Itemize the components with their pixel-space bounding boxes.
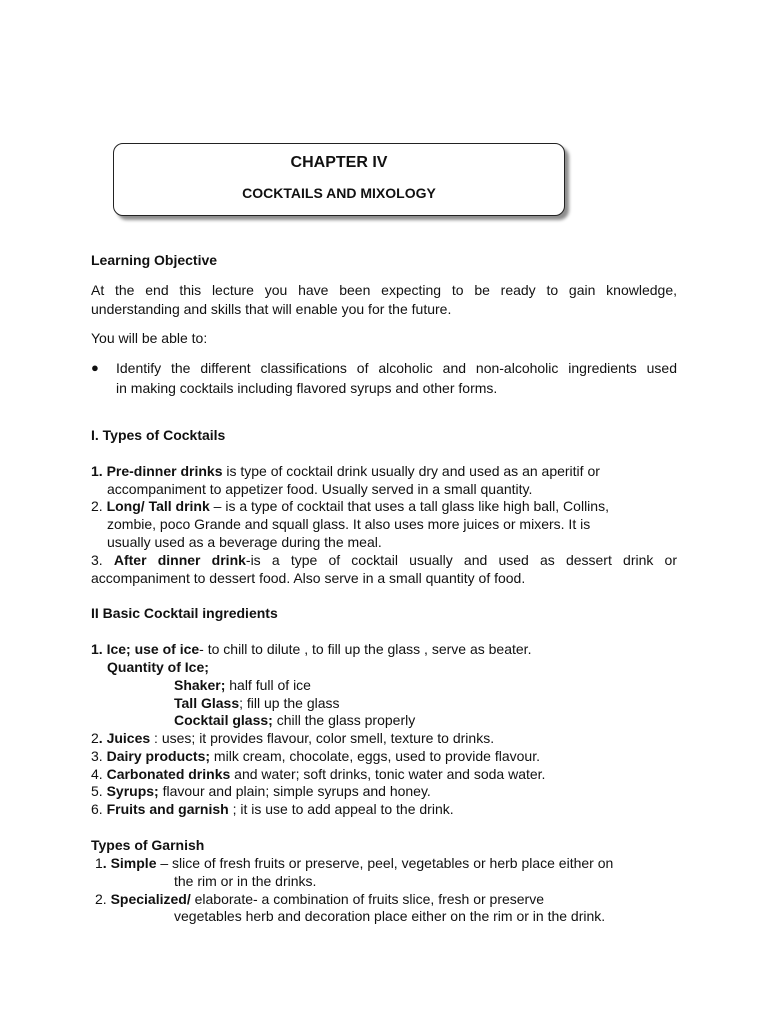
long-tall-number: 2.: [91, 498, 107, 514]
juices-number: 2: [91, 730, 99, 746]
cocktail-glass-description: chill the glass properly: [272, 712, 416, 728]
learning-paragraph-line-1: At the end this lecture you have been expecting to be ready to gain knowledge,: [91, 282, 677, 298]
tall-glass-line: [174, 694, 340, 712]
fruits-number: 6.: [91, 801, 107, 817]
after-dinner-description: -is a type of cocktail usually and used as dessert drink or: [245, 552, 677, 568]
after-dinner-term: After dinner drink: [113, 552, 246, 568]
juices-description: : uses; it provides flavour, color smell, texture to drinks.: [150, 730, 495, 746]
chapter-title: CHAPTER IV: [290, 154, 388, 171]
long-tall-line-1: [91, 497, 609, 515]
bullet-line-2: in making cocktails including flavored syrups and other forms.: [116, 380, 498, 396]
dairy-description: milk cream, chocolate, eggs, used to provide flavour.: [210, 748, 540, 764]
tall-glass-term: Tall Glass: [174, 695, 240, 711]
shaker-term: Shaker;: [174, 677, 226, 693]
cocktail-glass-term: Cocktail glass;: [174, 712, 273, 728]
syrups-description: flavour and plain; simple syrups and honey.: [158, 783, 431, 799]
dairy-term: Dairy products;: [106, 748, 211, 764]
quantity-of-ice: Quantity of Ice;: [107, 659, 209, 675]
pre-dinner-term: 1. Pre-dinner drinks: [91, 463, 223, 479]
dairy-number: 3.: [91, 748, 107, 764]
bullet-line-1: Identify the different classifications of alcoholic and non-alcoholic ingredients used: [116, 360, 677, 376]
simple-line-1: [95, 854, 613, 872]
long-tall-line-2: zombie, poco Grande and squall glass. It also uses more juices or mixers. It is: [107, 516, 591, 532]
fruits-term: Fruits and garnish: [106, 801, 229, 817]
long-tall-line-3: usually used as a beverage during the meal.: [107, 534, 382, 550]
pre-dinner-line-1: [91, 462, 600, 480]
syrups-term: Syrups;: [106, 783, 159, 799]
chapter-header-box: [113, 143, 565, 216]
pre-dinner-line-2: accompaniment to appetizer food. Usually served in a small quantity.: [107, 481, 533, 497]
carbonated-term: Carbonated drinks: [106, 766, 231, 782]
garnish-heading: Types of Garnish: [91, 837, 205, 853]
pre-dinner-description: is type of cocktail drink usually dry and used as an aperitif or: [222, 463, 600, 479]
long-tall-description: – is a type of cocktail that uses a tall glass like high ball, Collins,: [209, 498, 609, 514]
carbonated-number: 4.: [91, 766, 107, 782]
ice-term: 1. Ice; use of ice: [91, 641, 200, 657]
juices-line: [91, 729, 494, 747]
specialized-number: 2.: [95, 891, 111, 907]
fruits-line: [91, 800, 454, 818]
simple-line-2: the rim or in the drinks.: [174, 873, 317, 889]
learning-paragraph-line-2: understanding and skills that will enable you for the future.: [91, 301, 452, 317]
specialized-line-2: vegetables herb and decoration place either on the rim or in the drink.: [174, 908, 606, 924]
shaker-description: half full of ice: [225, 677, 311, 693]
learning-objective-heading: Learning Objective: [91, 252, 218, 268]
long-tall-term: Long/ Tall drink: [106, 498, 210, 514]
specialized-line-1: [95, 890, 544, 908]
types-of-cocktails-heading: I. Types of Cocktails: [91, 427, 226, 443]
dairy-line: [91, 747, 540, 765]
tall-glass-description: ; fill up the glass: [239, 695, 340, 711]
carbonated-description: and water; soft drinks, tonic water and soda water.: [230, 766, 546, 782]
chapter-subtitle: COCKTAILS AND MIXOLOGY: [242, 185, 436, 201]
syrups-number: 5.: [91, 783, 107, 799]
juices-term: . Juices: [98, 730, 151, 746]
simple-description: – slice of fresh fruits or preserve, peel, vegetables or herb place either on: [156, 855, 614, 871]
after-dinner-line-1: [91, 551, 677, 569]
cocktail-glass-line: [174, 711, 415, 729]
ice-description: - to chill to dilute , to fill up the glass , serve as beater.: [199, 641, 532, 657]
syrups-line: [91, 782, 431, 800]
shaker-line: [174, 676, 311, 694]
bullet-icon: ●: [91, 360, 99, 375]
simple-number: 1: [95, 855, 103, 871]
fruits-description: ; it is use to add appeal to the drink.: [228, 801, 454, 817]
ice-line: [91, 640, 531, 658]
after-dinner-line-2: accompaniment to dessert food. Also serve in a small quantity of food.: [91, 570, 526, 586]
simple-term: . Simple: [102, 855, 157, 871]
after-dinner-number: 3.: [91, 552, 103, 568]
able-to-text: You will be able to:: [91, 330, 208, 346]
specialized-description: elaborate- a combination of fruits slice, fresh or preserve: [190, 891, 545, 907]
ingredients-heading: II Basic Cocktail ingredients: [91, 605, 278, 621]
specialized-term: Specialized/: [110, 891, 191, 907]
carbonated-line: [91, 765, 545, 783]
